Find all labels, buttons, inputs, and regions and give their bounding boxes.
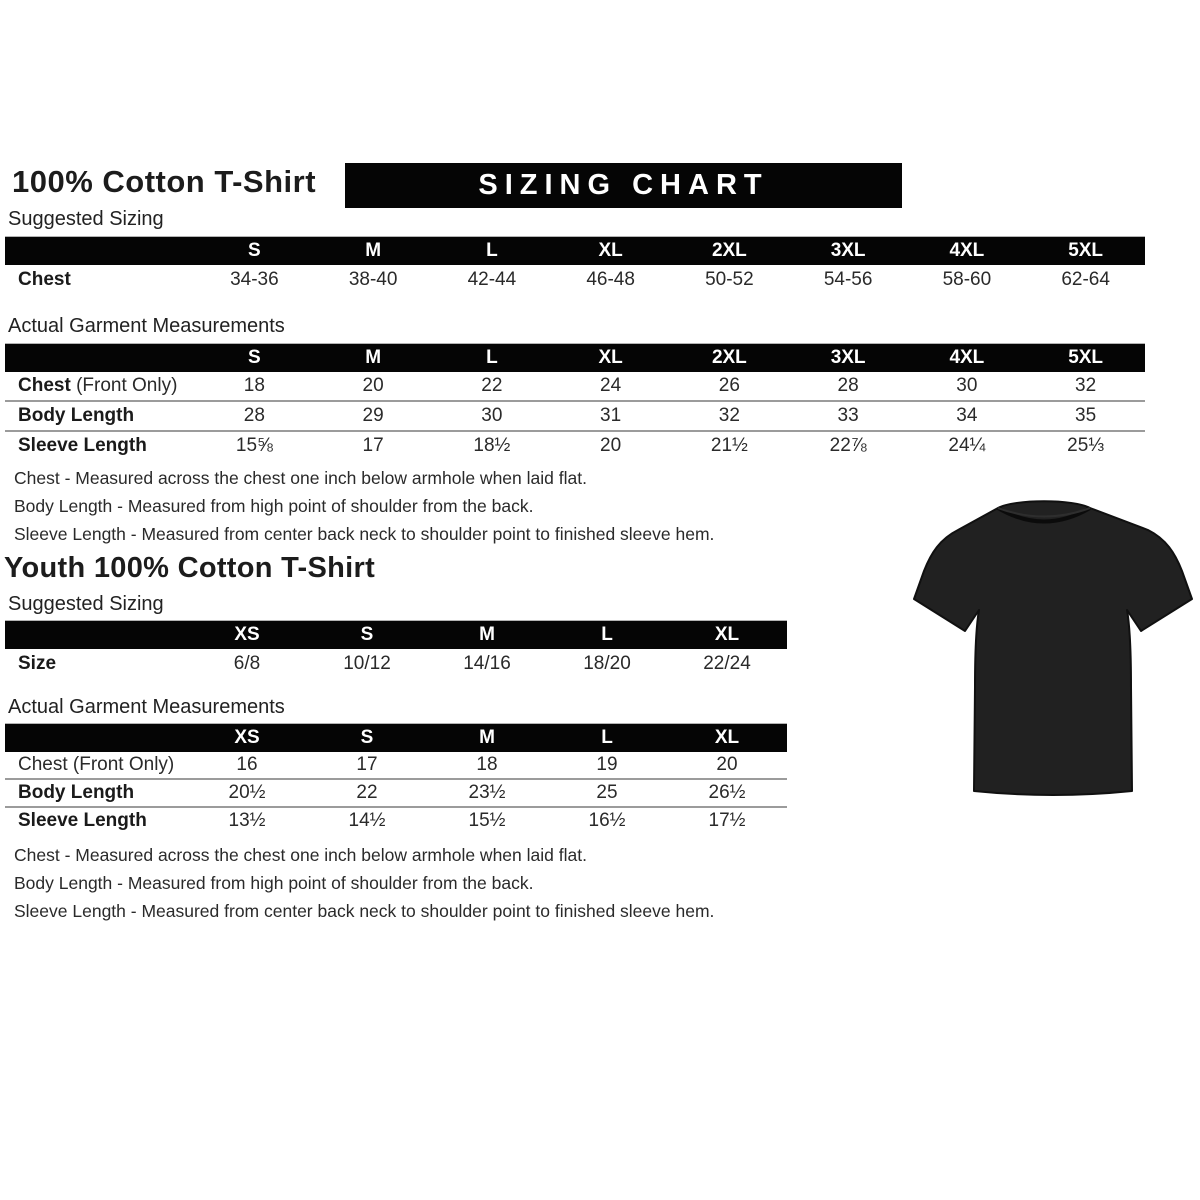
column-header: XL	[714, 624, 740, 645]
table-cell: 29	[362, 405, 384, 426]
column-header: M	[479, 727, 495, 748]
column-header: 3XL	[830, 240, 866, 261]
table-cell: 46-48	[586, 268, 635, 290]
table-cell: 22/24	[703, 652, 751, 674]
table-cell: 42-44	[467, 268, 517, 290]
table-cell: 31	[600, 405, 622, 426]
table-cell: 34	[956, 405, 978, 426]
table-row	[5, 430, 1145, 460]
table-cell: 16½	[588, 810, 626, 831]
row-label: Body Length	[18, 405, 135, 426]
table-cell: 25	[596, 782, 618, 803]
column-header: 5XL	[1068, 347, 1104, 368]
column-header: L	[486, 347, 498, 368]
column-header: M	[365, 347, 382, 368]
table-cell: 14½	[348, 810, 386, 831]
note-line: Sleeve Length - Measured from center back neck to shoulder point to finished sleeve hem.	[14, 901, 715, 921]
table-cell: 26	[718, 375, 740, 396]
youth-measurement-notes	[14, 841, 834, 925]
table-cell: 26½	[708, 782, 746, 803]
table-cell: 22⅞	[829, 435, 867, 456]
table-cell: 24	[600, 375, 622, 396]
table-cell: 50-52	[705, 268, 754, 290]
column-header: 4XL	[949, 347, 985, 368]
table-cell: 62-64	[1061, 268, 1110, 290]
table-cell: 23½	[468, 782, 506, 803]
table-cell: 20½	[228, 782, 266, 803]
column-header: 2XL	[711, 240, 747, 261]
youth-actual-measurements-label: Actual Garment Measurements	[8, 696, 285, 718]
column-header: XL	[598, 347, 623, 368]
table-cell: 17	[356, 754, 378, 775]
table-cell: 22	[481, 375, 503, 396]
sizing-chart-banner: SIZING CHART	[345, 163, 902, 208]
row-label: Chest (Front Only)	[18, 375, 178, 396]
note-line: Chest - Measured across the chest one inch below armhole when laid flat.	[14, 468, 587, 488]
column-header: XL	[598, 240, 623, 261]
table-cell: 18½	[473, 435, 511, 456]
table-cell: 22	[356, 782, 378, 803]
black-tshirt-graphic	[893, 477, 1195, 817]
column-header: M	[479, 624, 495, 645]
column-header: XL	[714, 727, 740, 748]
table-cell: 24¼	[948, 435, 986, 456]
table-row	[5, 806, 787, 834]
adult-actual-measurements-label: Actual Garment Measurements	[8, 315, 285, 337]
table-row	[5, 265, 1145, 294]
column-header: L	[486, 240, 498, 261]
row-label: Chest (Front Only)	[18, 754, 175, 775]
table-cell: 14/16	[463, 652, 511, 674]
column-header: L	[601, 727, 613, 748]
column-header: L	[601, 624, 613, 645]
column-header: S	[248, 240, 261, 261]
note-line: Chest - Measured across the chest one inch below armhole when laid flat.	[14, 845, 587, 865]
column-header: XS	[234, 727, 260, 748]
page-title: 100% Cotton T-Shirt	[12, 164, 317, 199]
column-header: 4XL	[949, 240, 985, 261]
adult-suggested-sizing-table	[5, 236, 1145, 294]
table-cell: 32	[1075, 375, 1097, 396]
table-cell: 17½	[708, 810, 746, 831]
row-label: Sleeve Length	[18, 435, 147, 456]
column-header: XS	[234, 624, 260, 645]
row-label: Chest	[18, 268, 71, 290]
table-cell: 17	[362, 435, 384, 456]
table-cell: 15⅝	[235, 435, 273, 456]
tshirt-image	[893, 477, 1195, 817]
table-cell: 20	[716, 754, 738, 775]
table-cell: 30	[956, 375, 978, 396]
youth-actual-measurements-table	[5, 723, 787, 834]
column-header: 3XL	[830, 347, 866, 368]
table-cell: 30	[481, 405, 503, 426]
table-header-row	[5, 237, 1145, 265]
table-row	[5, 372, 1145, 400]
note-line: Sleeve Length - Measured from center back neck to shoulder point to finished sleeve hem.	[14, 524, 715, 544]
table-cell: 10/12	[343, 652, 391, 674]
table-cell: 33	[837, 405, 859, 426]
table-cell: 6/8	[233, 652, 261, 674]
adult-actual-measurements-table	[5, 343, 1145, 460]
table-row	[5, 778, 787, 806]
column-header: M	[365, 240, 382, 261]
note-line: Body Length - Measured from high point of shoulder from the back.	[14, 496, 534, 516]
row-label: Size	[18, 652, 57, 674]
table-cell: 19	[596, 754, 618, 775]
column-header: S	[360, 727, 374, 748]
table-cell: 35	[1075, 405, 1097, 426]
table-cell: 21½	[710, 435, 748, 456]
table-cell: 20	[600, 435, 622, 456]
youth-section-title: Youth 100% Cotton T-Shirt	[4, 552, 376, 584]
adult-suggested-sizing-label: Suggested Sizing	[8, 208, 164, 230]
row-label: Sleeve Length	[18, 810, 147, 831]
table-cell: 20	[362, 375, 384, 396]
table-cell: 25⅓	[1067, 435, 1105, 456]
table-header-row	[5, 621, 787, 649]
table-cell: 28	[243, 405, 265, 426]
column-header: S	[248, 347, 261, 368]
column-header: 2XL	[711, 347, 747, 368]
table-cell: 28	[837, 375, 859, 396]
note-line: Body Length - Measured from high point of shoulder from the back.	[14, 873, 534, 893]
table-cell: 18	[243, 375, 265, 396]
adult-measurement-notes	[14, 464, 834, 548]
table-cell: 54-56	[823, 268, 873, 290]
youth-suggested-sizing-table	[5, 620, 787, 678]
table-cell: 34-36	[230, 268, 279, 290]
table-row	[5, 400, 1145, 430]
youth-suggested-sizing-label: Suggested Sizing	[8, 593, 164, 615]
column-header: 5XL	[1068, 240, 1104, 261]
row-label: Body Length	[18, 782, 135, 803]
table-cell: 58-60	[942, 268, 992, 290]
table-cell: 15½	[468, 810, 506, 831]
table-header-row	[5, 344, 1145, 372]
table-header-row	[5, 724, 787, 752]
table-row	[5, 752, 787, 778]
table-cell: 32	[718, 405, 740, 426]
table-cell: 18/20	[583, 652, 631, 674]
table-row	[5, 649, 787, 678]
table-cell: 13½	[228, 810, 266, 831]
column-header: S	[360, 624, 374, 645]
table-cell: 38-40	[348, 268, 398, 290]
table-cell: 18	[476, 754, 498, 775]
table-cell: 16	[236, 754, 258, 775]
